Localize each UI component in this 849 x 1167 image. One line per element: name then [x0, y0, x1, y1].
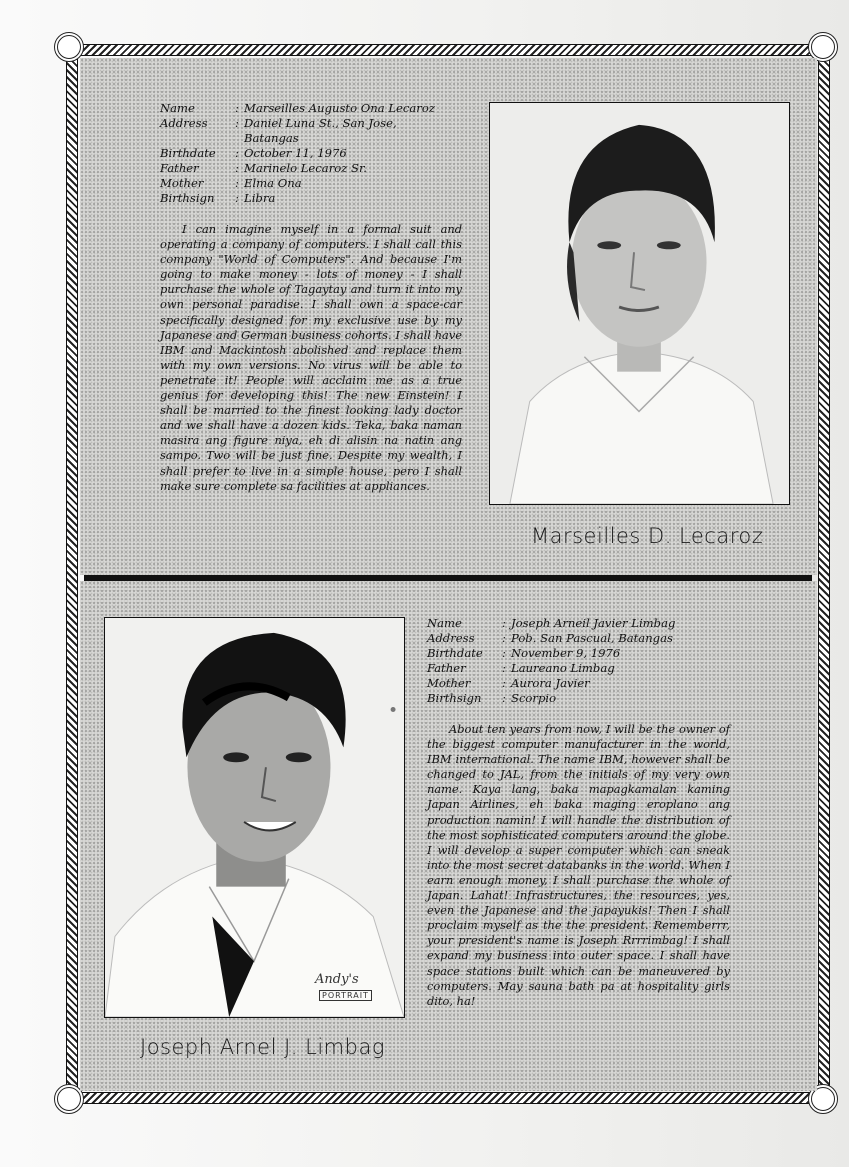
info-value: Scorpio	[511, 691, 557, 705]
profile2-info-table	[427, 616, 737, 706]
portrait-image	[490, 103, 789, 504]
info-value: Aurora Javier	[511, 676, 590, 690]
info-value: Libra	[244, 191, 276, 205]
info-label: Birthdate	[427, 646, 483, 660]
info-value: October 11, 1976	[244, 146, 347, 160]
info-row: Birthdate : October 11, 1976	[160, 146, 460, 161]
rope-border-right	[818, 44, 830, 1104]
studio-stamp: Andy's	[315, 972, 359, 987]
portrait-image	[105, 618, 404, 1017]
info-value: Laureano Limbag	[511, 661, 615, 675]
info-row	[160, 131, 460, 146]
info-label: Birthdate	[160, 146, 216, 160]
info-row: Mother : Elma Ona	[160, 176, 460, 191]
info-row: Address : Pob. San Pascual, Batangas	[427, 631, 737, 646]
info-label: Father	[160, 161, 199, 175]
info-row: Birthsign : Scorpio	[427, 691, 737, 706]
rope-border-bottom	[66, 1092, 830, 1104]
info-row: Birthdate : November 9, 1976	[427, 646, 737, 661]
info-label: Father	[427, 661, 466, 675]
profile2-story: About ten years from now, I will be the owner of the biggest computer manufacturer in the world, IBM international. The name IBM, however shall be changed to JAL, from the initials of my very own name. Kaya lang, baka mapagkamalan kaming Japan Airlines, eh baka maging eroplano ang production namin! I will handle the distribution of the most sophisticated computers around the globe. I will develop a super computer which can sneak into the most secret databanks in the world. When I earn enough money, I shall purchase the whole of Japan. Lahat! Infrastructures, the resources, yes, even the Japanese and the japayukis! Then I shall proclaim myself as the the president. Rememberrr, your president's name is Joseph Rrrrimbag! I shall expand my business into outer space. I shall have space stations built which can be maneuvered by computers. May sauna bath pa at hospitality girls dito, ha!	[427, 722, 730, 1008]
info-row: Father : Laureano Limbag	[427, 661, 737, 676]
info-row: Mother : Aurora Javier	[427, 676, 737, 691]
rope-border-top	[66, 44, 830, 56]
info-label: Mother	[427, 676, 471, 690]
info-row: Address : Daniel Luna St., San Jose,	[160, 116, 460, 131]
info-label: Birthsign	[160, 191, 215, 205]
studio-stamp-sub: PORTRAIT	[319, 990, 372, 1001]
rope-border-left	[66, 44, 78, 1104]
profile1-info-table	[160, 101, 460, 206]
profile2-signature: Joseph Arnel J. Limbag	[140, 1035, 385, 1059]
info-label: Address	[160, 116, 208, 130]
profile2-portrait-photo	[104, 617, 405, 1018]
info-row: Name : Joseph Arneil Javier Limbag	[427, 616, 737, 631]
profile1-portrait-photo	[489, 102, 790, 505]
info-row: Name : Marseilles Augusto Ona Lecaroz	[160, 101, 460, 116]
info-value: Marseilles Augusto Ona Lecaroz	[244, 101, 435, 115]
info-value: Pob. San Pascual, Batangas	[511, 631, 673, 645]
section-divider	[84, 575, 812, 581]
info-value: Daniel Luna St., San Jose,	[244, 116, 397, 130]
profile1-signature: Marseilles D. Lecaroz	[531, 524, 764, 548]
info-label: Birthsign	[427, 691, 482, 705]
info-label: Name	[160, 101, 195, 115]
info-label: Address	[427, 631, 475, 645]
info-value: Elma Ona	[244, 176, 302, 190]
info-label: Name	[427, 616, 462, 630]
info-label: Mother	[160, 176, 204, 190]
info-value: Joseph Arneil Javier Limbag	[511, 616, 676, 630]
info-value: Marinelo Lecaroz Sr.	[244, 161, 367, 175]
info-label	[160, 131, 230, 146]
info-value: Batangas	[244, 131, 299, 145]
profile1-story: I can imagine myself in a formal suit and operating a company of computers. I shall call this company "World of Computers". And because I'm going to make money - lots of money - I shall purchase the whole of Tagaytay and turn it into my own personal paradise. I shall own a space-car specifically designed for my exclusive use by my Japanese and German business cohorts. I shall have IBM and Mackintosh abolished and replace them with my own versions. No virus will be able to penetrate it! People will acclaim me as a true genius for developing this! The new Einstein! I shall be married to the finest looking lady doctor and we shall have a dozen kids. Teka, baka naman masira ang figure niya, eh di alisin na natin ang sampo. Two will be just fine. Despite my wealth, I shall prefer to live in a simple house, pero I shall make sure complete sa facilities at appliances.	[160, 222, 462, 493]
info-row: Father : Marinelo Lecaroz Sr.	[160, 161, 460, 176]
info-value: November 9, 1976	[511, 646, 621, 660]
info-row: Birthsign : Libra	[160, 191, 460, 206]
